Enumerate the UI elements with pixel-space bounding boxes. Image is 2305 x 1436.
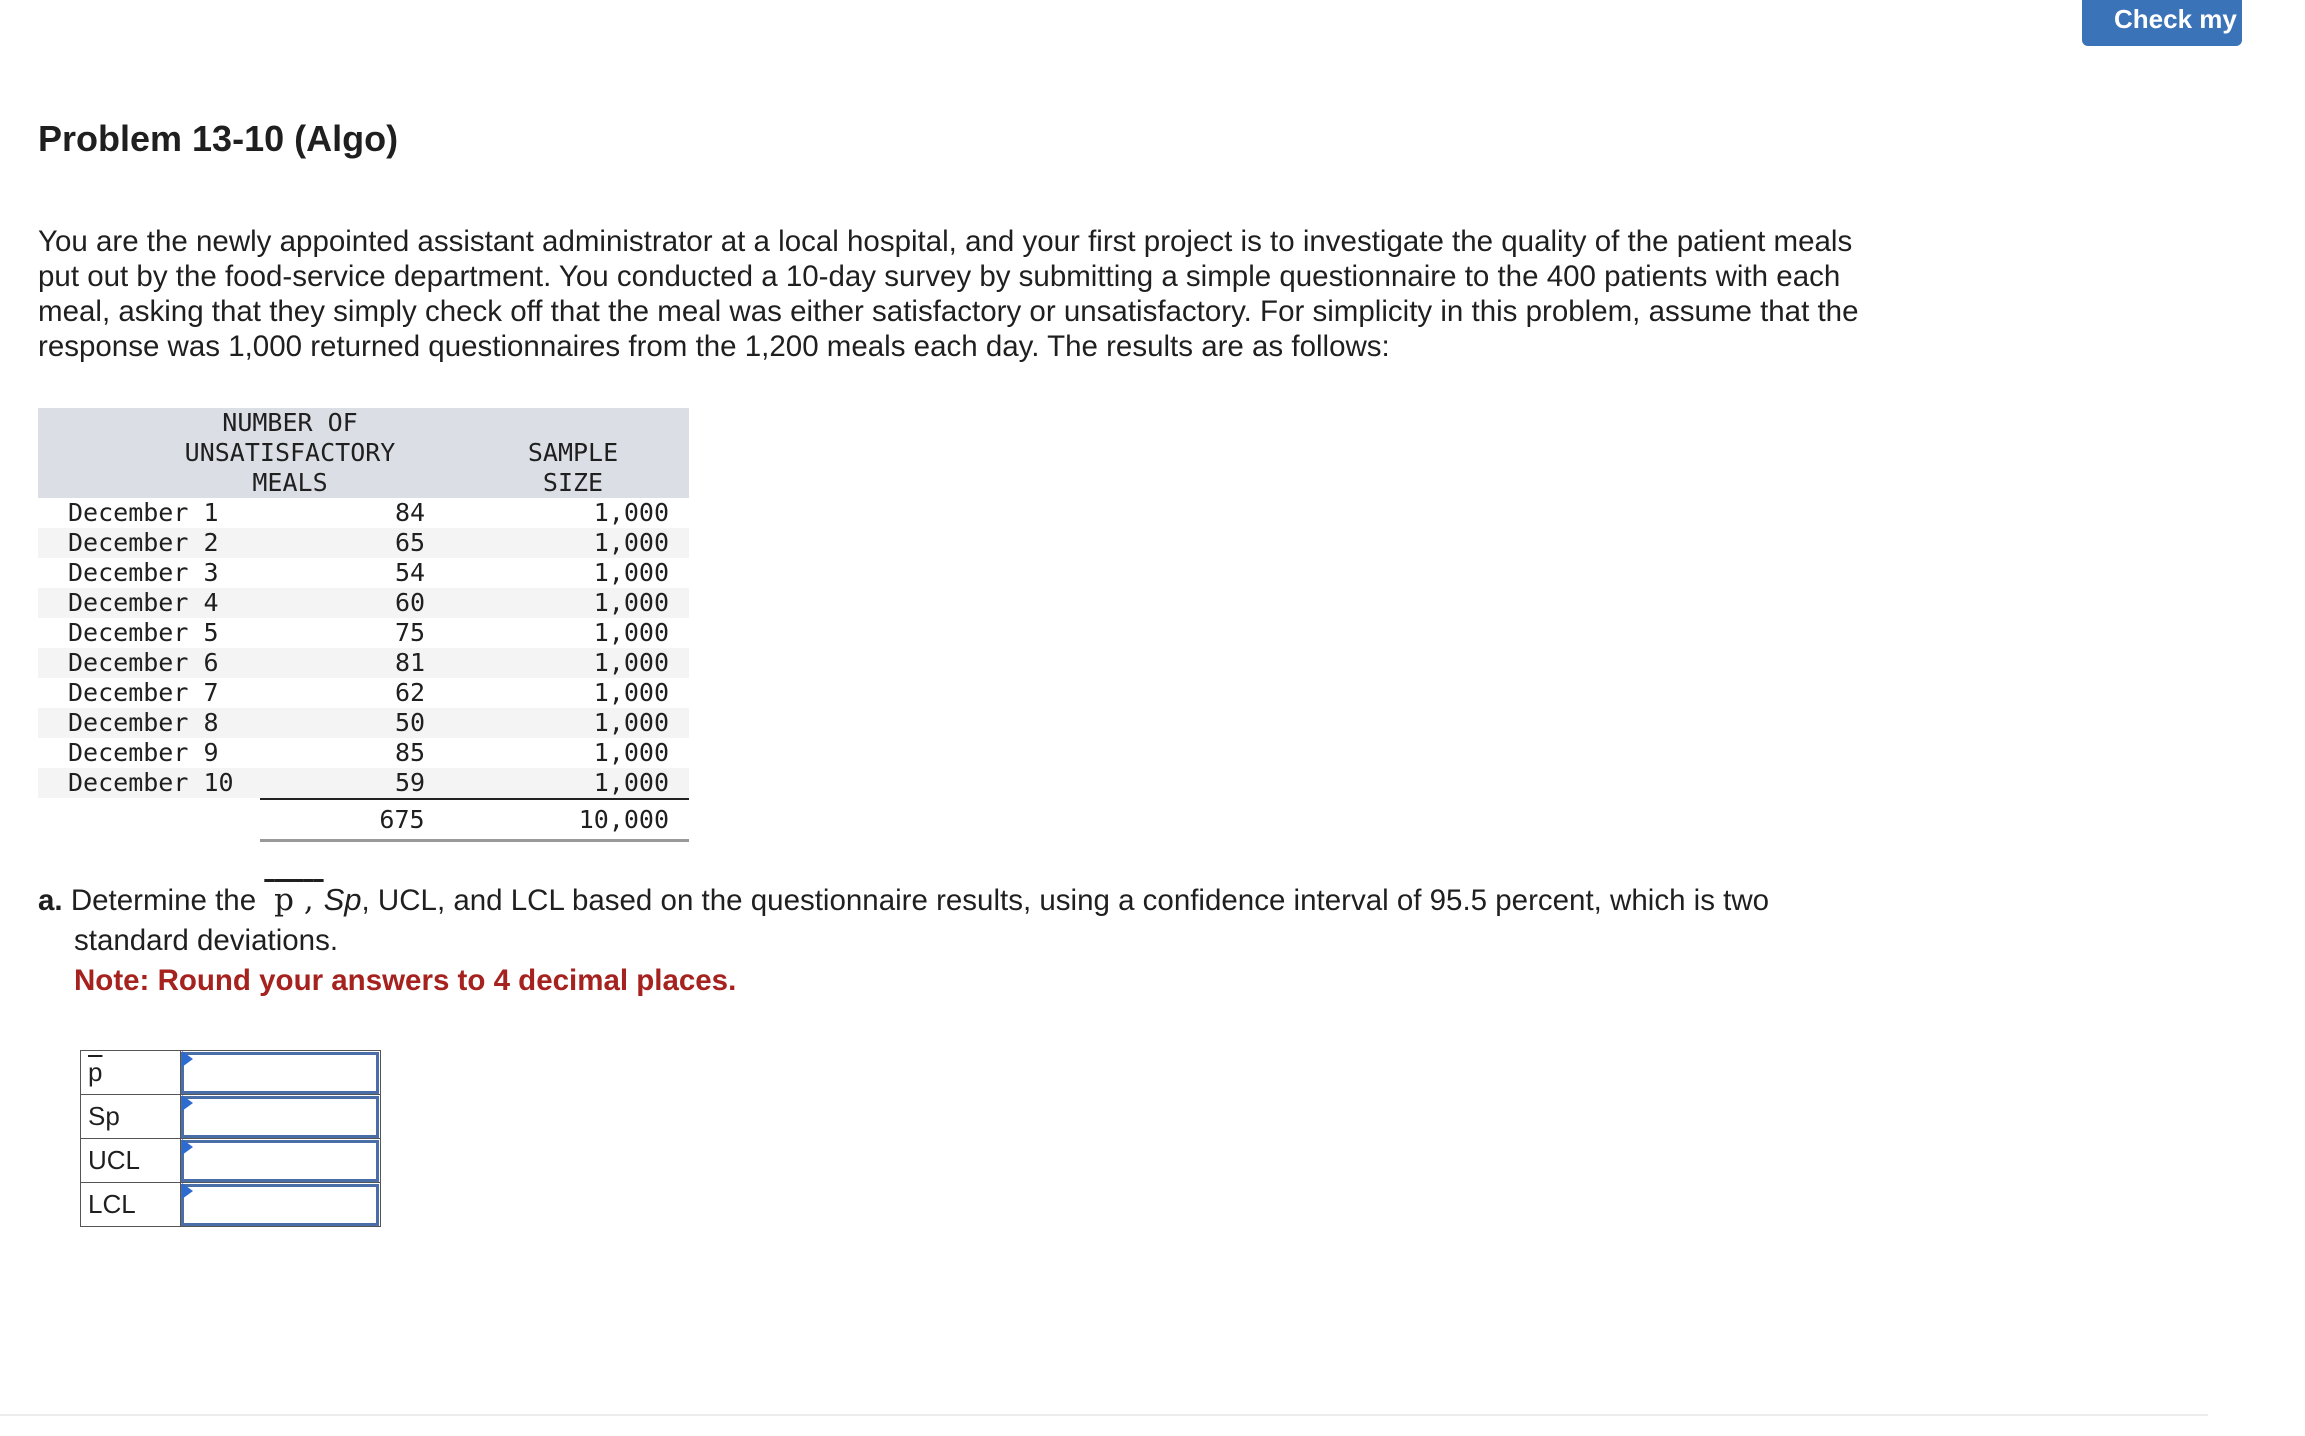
row-day: December 5 bbox=[68, 618, 219, 647]
question-text-line2: standard deviations. bbox=[74, 924, 339, 957]
table-row bbox=[38, 708, 689, 738]
row-sample-size: 1,000 bbox=[593, 738, 669, 767]
answer-label: $\overline{p}$ bbox=[81, 1051, 181, 1095]
answer-input-1[interactable] bbox=[181, 1096, 379, 1138]
table-total-row bbox=[38, 798, 689, 842]
row-unsatisfactory: 54 bbox=[394, 558, 426, 587]
answer-table bbox=[80, 1050, 381, 1227]
table-row bbox=[38, 528, 689, 558]
row-sample-size: 1,000 bbox=[593, 678, 669, 707]
table-row bbox=[38, 768, 689, 798]
row-unsatisfactory: 85 bbox=[394, 738, 426, 767]
question-text-before: Determine the bbox=[70, 884, 257, 917]
row-unsatisfactory: 62 bbox=[394, 678, 426, 707]
row-sample-size: 1,000 bbox=[593, 648, 669, 677]
footer-divider bbox=[0, 1414, 2208, 1416]
answer-cell bbox=[181, 1183, 381, 1227]
answer-cell bbox=[181, 1051, 381, 1095]
answer-row bbox=[81, 1095, 381, 1139]
row-unsatisfactory: 75 bbox=[394, 618, 426, 647]
table-row bbox=[38, 648, 689, 678]
answer-row bbox=[81, 1139, 381, 1183]
table-row bbox=[38, 618, 689, 648]
row-day: December 6 bbox=[68, 648, 219, 677]
p-bar-symbol: p , bbox=[274, 882, 314, 918]
row-sample-size: 1,000 bbox=[593, 528, 669, 557]
data-table bbox=[38, 408, 689, 842]
answer-input-2[interactable] bbox=[181, 1140, 379, 1182]
total-sample-size: 10,000 bbox=[578, 805, 669, 834]
row-sample-size: 1,000 bbox=[593, 498, 669, 527]
table-row bbox=[38, 498, 689, 528]
problem-title: Problem 13-10 (Algo) bbox=[38, 118, 399, 159]
problem-intro: You are the newly appointed assistant administrator at a local hospital, and your first project is to investigate the quality of the patient meals put out by the food-service department. You conducted a 10-day survey by submitting a simple questionnaire to the 400 patients with each meal, asking that they simply check off that the meal was either satisfactory or unsatisfactory. For simplicity in this problem, assume that the response was 1,000 returned questionnaires from the 1,200 meals each day. The results are as follows: bbox=[38, 225, 1859, 363]
answer-input-3[interactable] bbox=[181, 1184, 379, 1226]
row-day: December 7 bbox=[68, 678, 219, 707]
input-marker-icon bbox=[182, 1095, 193, 1111]
row-day: December 2 bbox=[68, 528, 219, 557]
answer-cell bbox=[181, 1095, 381, 1139]
table-row bbox=[38, 588, 689, 618]
question-text-after: , UCL, and LCL based on the questionnaire results, using a confidence interval of 95.5 percent, which is two bbox=[361, 884, 1770, 917]
total-unsatisfactory: 675 bbox=[379, 805, 425, 834]
rounding-note: Note: Round your answers to 4 decimal places. bbox=[74, 964, 737, 997]
row-unsatisfactory: 81 bbox=[394, 648, 426, 677]
row-sample-size: 1,000 bbox=[593, 588, 669, 617]
check-my-work-button[interactable]: Check my work bbox=[2082, 0, 2242, 46]
row-day: December 9 bbox=[68, 738, 219, 767]
row-unsatisfactory: 60 bbox=[394, 588, 426, 617]
row-day: December 8 bbox=[68, 708, 219, 737]
answer-label: UCL bbox=[81, 1139, 181, 1183]
row-sample-size: 1,000 bbox=[593, 708, 669, 737]
answer-row bbox=[81, 1051, 381, 1095]
row-day: December 1 bbox=[68, 498, 219, 527]
row-day: December 3 bbox=[68, 558, 219, 587]
row-sample-size: 1,000 bbox=[593, 768, 669, 797]
sp-symbol: Sp bbox=[323, 882, 362, 917]
answer-label: LCL bbox=[81, 1183, 181, 1227]
answer-input-0[interactable] bbox=[181, 1052, 379, 1094]
row-unsatisfactory: 50 bbox=[394, 708, 426, 737]
table-row bbox=[38, 738, 689, 768]
question-a bbox=[38, 880, 1898, 1001]
row-sample-size: 1,000 bbox=[593, 618, 669, 647]
answer-cell bbox=[181, 1139, 381, 1183]
table-row bbox=[38, 558, 689, 588]
table-row bbox=[38, 678, 689, 708]
row-day: December 10 bbox=[68, 768, 234, 797]
table-header bbox=[38, 408, 689, 498]
table-body bbox=[38, 498, 689, 798]
answer-row bbox=[81, 1183, 381, 1227]
input-marker-icon bbox=[182, 1051, 193, 1067]
input-marker-icon bbox=[182, 1139, 193, 1155]
header-sample-size: SAMPLE SIZE bbox=[527, 438, 619, 497]
answer-label: Sp bbox=[81, 1095, 181, 1139]
row-unsatisfactory: 84 bbox=[394, 498, 426, 527]
input-marker-icon bbox=[182, 1183, 193, 1199]
row-day: December 4 bbox=[68, 588, 219, 617]
row-sample-size: 1,000 bbox=[593, 558, 669, 587]
row-unsatisfactory: 65 bbox=[394, 528, 426, 557]
question-letter: a. bbox=[38, 884, 63, 917]
header-unsatisfactory-meals: NUMBER OF UNSATISFACTORY MEALS bbox=[184, 408, 396, 497]
row-unsatisfactory: 59 bbox=[394, 768, 426, 797]
